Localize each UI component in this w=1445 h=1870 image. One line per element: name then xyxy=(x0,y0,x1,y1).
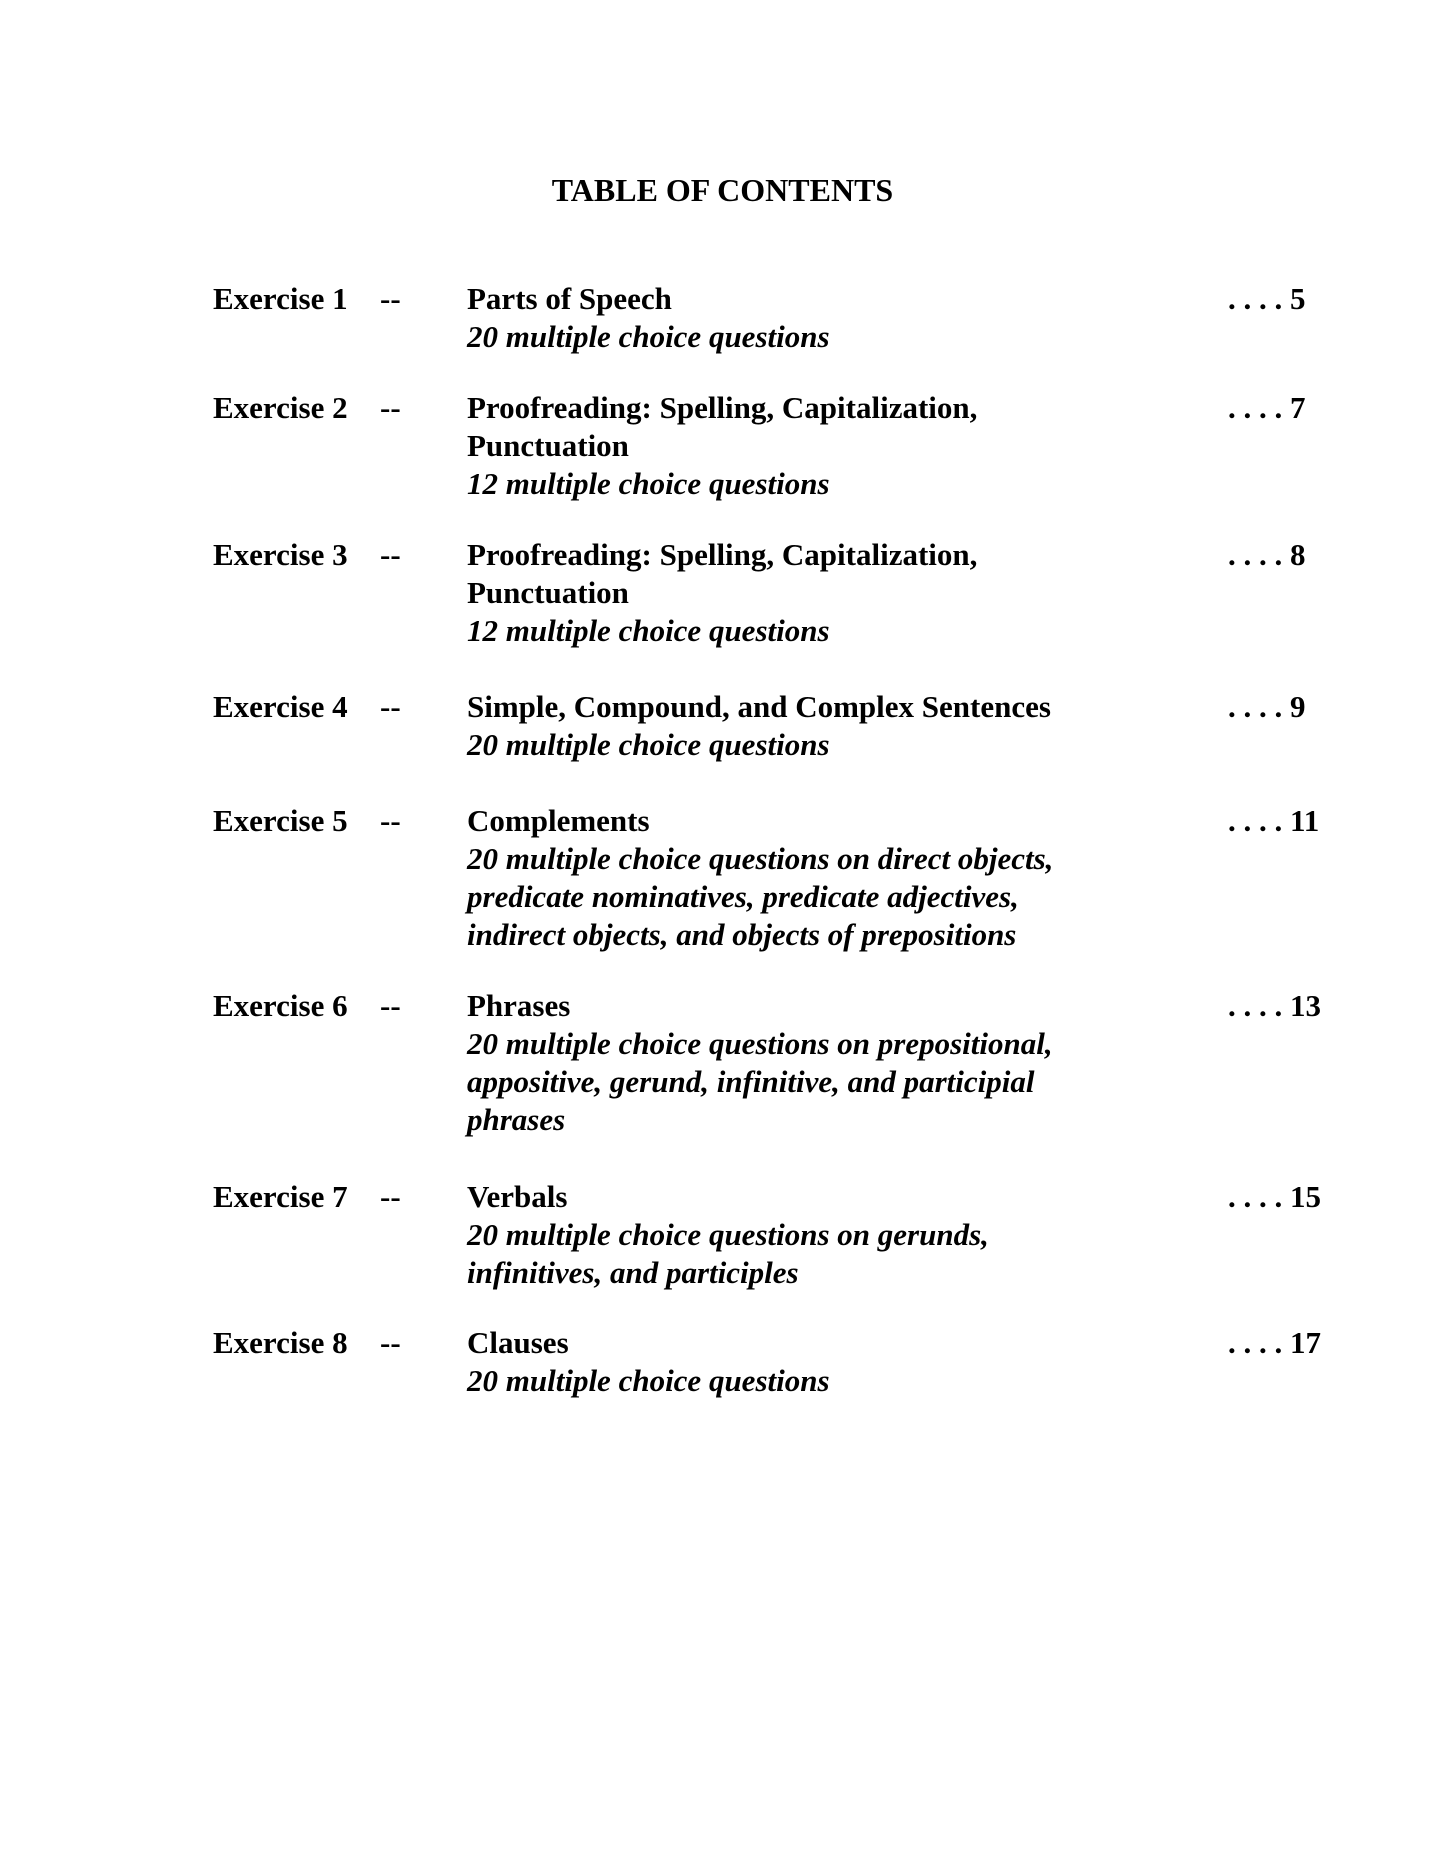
entry-title: Verbals xyxy=(467,1179,568,1214)
entry-description: 12 multiple choice questions xyxy=(467,466,830,501)
entry-body xyxy=(467,987,1107,1139)
entry-body xyxy=(467,1324,1107,1400)
page-number: . . . . 15 xyxy=(1228,1179,1321,1214)
separator: -- xyxy=(380,537,401,572)
entry-title: Parts of Speech xyxy=(467,281,672,316)
separator: -- xyxy=(380,390,401,425)
separator: -- xyxy=(380,281,401,316)
page-number: . . . . 13 xyxy=(1228,988,1321,1023)
entry-description: 20 multiple choice questions xyxy=(467,1363,830,1398)
entry-description: 20 multiple choice questions xyxy=(467,727,830,762)
page-number: . . . . 11 xyxy=(1228,803,1320,838)
entry-title: Phrases xyxy=(467,988,571,1023)
exercise-label: Exercise 1 xyxy=(213,281,348,316)
page-number: . . . . 8 xyxy=(1228,537,1306,572)
entry-description: 12 multiple choice questions xyxy=(467,613,830,648)
separator: -- xyxy=(380,1179,401,1214)
entry-title: Proofreading: Spelling, Capitalization, Punctuation xyxy=(467,537,978,610)
entry-description: 20 multiple choice questions on gerunds, infinitives, and participles xyxy=(467,1217,989,1290)
entry-body xyxy=(467,536,1107,650)
entry-description: 20 multiple choice questions on prepositional, appositive, gerund, infinitive, and participial phrases xyxy=(467,1026,1053,1137)
entry-title: Simple, Compound, and Complex Sentences xyxy=(467,689,1051,724)
entry-description: 20 multiple choice questions on direct objects, predicate nominatives, predicate adjectives, indirect objects, and objects of prepositions xyxy=(467,841,1054,952)
exercise-label: Exercise 7 xyxy=(213,1179,348,1214)
entry-body xyxy=(467,389,1107,503)
separator: -- xyxy=(380,689,401,724)
entry-body xyxy=(467,1178,1107,1292)
page-number: . . . . 5 xyxy=(1228,281,1306,316)
separator: -- xyxy=(380,803,401,838)
separator: -- xyxy=(380,1325,401,1360)
entry-title: Complements xyxy=(467,803,650,838)
entry-title: Clauses xyxy=(467,1325,569,1360)
page-number: . . . . 17 xyxy=(1228,1325,1321,1360)
entry-description: 20 multiple choice questions xyxy=(467,319,830,354)
exercise-label: Exercise 6 xyxy=(213,988,348,1023)
entry-title: Proofreading: Spelling, Capitalization, Punctuation xyxy=(467,390,978,463)
entry-body xyxy=(467,280,1107,356)
page-title: TABLE OF CONTENTS xyxy=(551,172,894,208)
page-number: . . . . 9 xyxy=(1228,689,1306,724)
separator: -- xyxy=(380,988,401,1023)
exercise-label: Exercise 2 xyxy=(213,390,348,425)
page-number: . . . . 7 xyxy=(1228,390,1306,425)
exercise-label: Exercise 5 xyxy=(213,803,348,838)
exercise-label: Exercise 8 xyxy=(213,1325,348,1360)
entry-body xyxy=(467,802,1107,954)
exercise-label: Exercise 4 xyxy=(213,689,348,724)
entry-body xyxy=(467,688,1107,764)
exercise-label: Exercise 3 xyxy=(213,537,348,572)
